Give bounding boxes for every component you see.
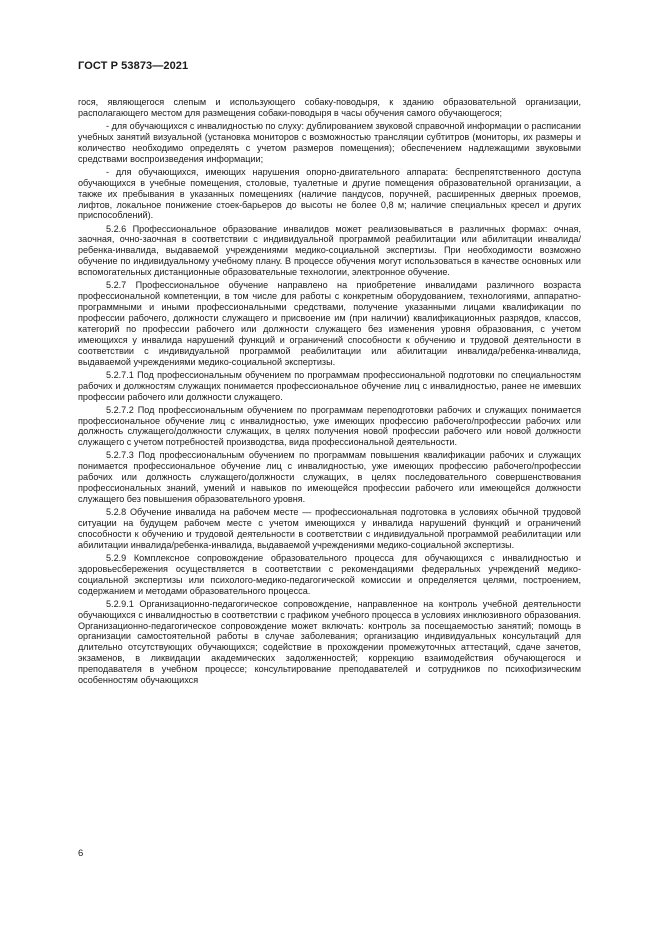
paragraph-hearing: - для обучающихся с инвалидностью по слуху: дублированием звуковой справочной информации о расписании учебных занятий визуальной (установка мониторов с возможностью трансляции субтитров (мониторы, их размеры и количество необходимо определять с учетом размеров помещения); обеспечением надлежащими звуковыми средствами воспроизведения информации; [78, 121, 581, 164]
paragraph-musculoskeletal: - для обучающихся, имеющих нарушения опорно-двигательного аппарата: беспрепятственного доступа обучающихся в учебные помещения, столовые, туалетные и другие помещения образовательной организации, а также их пребывания в указанных помещениях (наличие пандусов, поручней, расширенных дверных проемов, лифтов, локальное понижение стоек-барьеров до высоты не более 0,8 м; наличие специальных кресел и других приспособлений). [78, 166, 581, 221]
paragraph-5-2-9: 5.2.9 Комплексное сопровождение образовательного процесса для обучающихся с инвалидностью и здоровьесбережения осуществляется в соответствии с рекомендациями федеральных учреждений медико-социальной экспертизы или психолого-медико-педагогической комиссии и определяется целями, построением, содержанием и методами образовательного процесса. [78, 552, 581, 596]
paragraph-5-2-7: 5.2.7 Профессиональное обучение направлено на приобретение инвалидами различного возраста профессиональной компетенции, в том числе для работы с конкретным оборудованием, технологиями, аппаратно-программными и иными профессиональными средствами, получение указанными лицами квалификации по профессии рабочего, должности служащего и присвоение им (при наличии) квалификационных разрядов, классов, категорий по профессии рабочего или должности служащего без изменения уровня образования, с учетом имеющихся у инвалида нарушений функций и ограничений способности к обучению и трудовой деятельности в соответствии с индивидуальной программой реабилитации или абилитации инвалида/ребенка-инвалида, выдаваемой учреждениями медико-социальной экспертизы. [78, 280, 581, 367]
paragraph-5-2-8: 5.2.8 Обучение инвалида на рабочем месте — профессиональная подготовка в условиях обычной трудовой ситуации на будущем рабочем месте с учетом имеющихся у инвалида нарушений функций и ограничений способности к обучению и трудовой деятельности в соответствии с индивидуальной программой реабилитации или абилитации инвалида/ребенка-инвалида, выдаваемой учреждениями медико-социальной экспертизы. [78, 507, 581, 550]
paragraph-5-2-7-2: 5.2.7.2 Под профессиональным обучением по программам переподготовки рабочих и служащих понимается профессиональное обучение лиц с инвалидностью, уже имеющих профессию рабочего/профессии рабочих или должность служащего/должности служащих, в целях получения новой профессии рабочего или новой должности служащего с учетом потребностей производства, вида профессиональной деятельности. [78, 404, 581, 448]
document-header-title: ГОСТ Р 53873—2021 [78, 60, 189, 72]
paragraph-5-2-6: 5.2.6 Профессиональное образование инвалидов может реализовываться в различных формах: очная, заочная, очно-заочная в соответствии с индивидуальной программой реабилитации или абилитации инвалида/ребенка-инвалида, выдаваемой учреждениями медико-социальной экспертизы. При необходимости возможно обучение по индивидуальному учебному плану. В процессе обучения могут использоваться в качестве основных или вспомогательных дистанционные образовательные технологии, электронное обучение. [78, 223, 581, 278]
page-number: 6 [78, 848, 84, 859]
paragraph-5-2-9-1: 5.2.9.1 Организационно-педагогическое сопровождение, направленное на контроль учебной деятельности обучающихся с инвалидностью в соответствии с графиком учебного процесса в условиях инклюзивного образования. Организационно-педагогическое сопровождение может включать: контроль за посещаемостью занятий; помощь в организации самостоятельной работы в случае заболевания; организацию индивидуальных консультаций для длительно отсутствующих обучающихся; содействие в прохождении промежуточных аттестаций, сдаче зачетов, экзаменов, в ликвидации академических задолженностей; коррекцию взаимодействия обучающегося и преподавателя в учебном процессе; консультирование преподавателей и сотрудников по психофизическим особенностям обучающихся [78, 598, 581, 686]
paragraph-5-2-7-1: 5.2.7.1 Под профессиональным обучением по программам профессиональной подготовки по специальностям рабочих и должностям служащих понимается профессиональное обучение лиц с инвалидностью, ранее не имевших профессии рабочего или должности служащего. [78, 369, 581, 402]
paragraph-5-2-7-3: 5.2.7.3 Под профессиональным обучением по программам повышения квалификации рабочих и служащих понимается профессиональное обучение лиц с инвалидностью, уже имеющих профессию рабочего/профессии рабочих или должность служащего/должности служащих, в целях последовательного совершенствования профессиональных знаний, умений и навыков по имеющейся профессии рабочего или имеющейся должности служащего без повышения образовательного уровня. [78, 450, 581, 505]
paragraph-continuation: гося, являющегося слепым и использующего собаку-поводыря, к зданию образовательной организации, располагающего местом для размещения собаки-поводыря в часы обучения самого обучающегося; [78, 97, 581, 118]
document-body [78, 97, 581, 688]
